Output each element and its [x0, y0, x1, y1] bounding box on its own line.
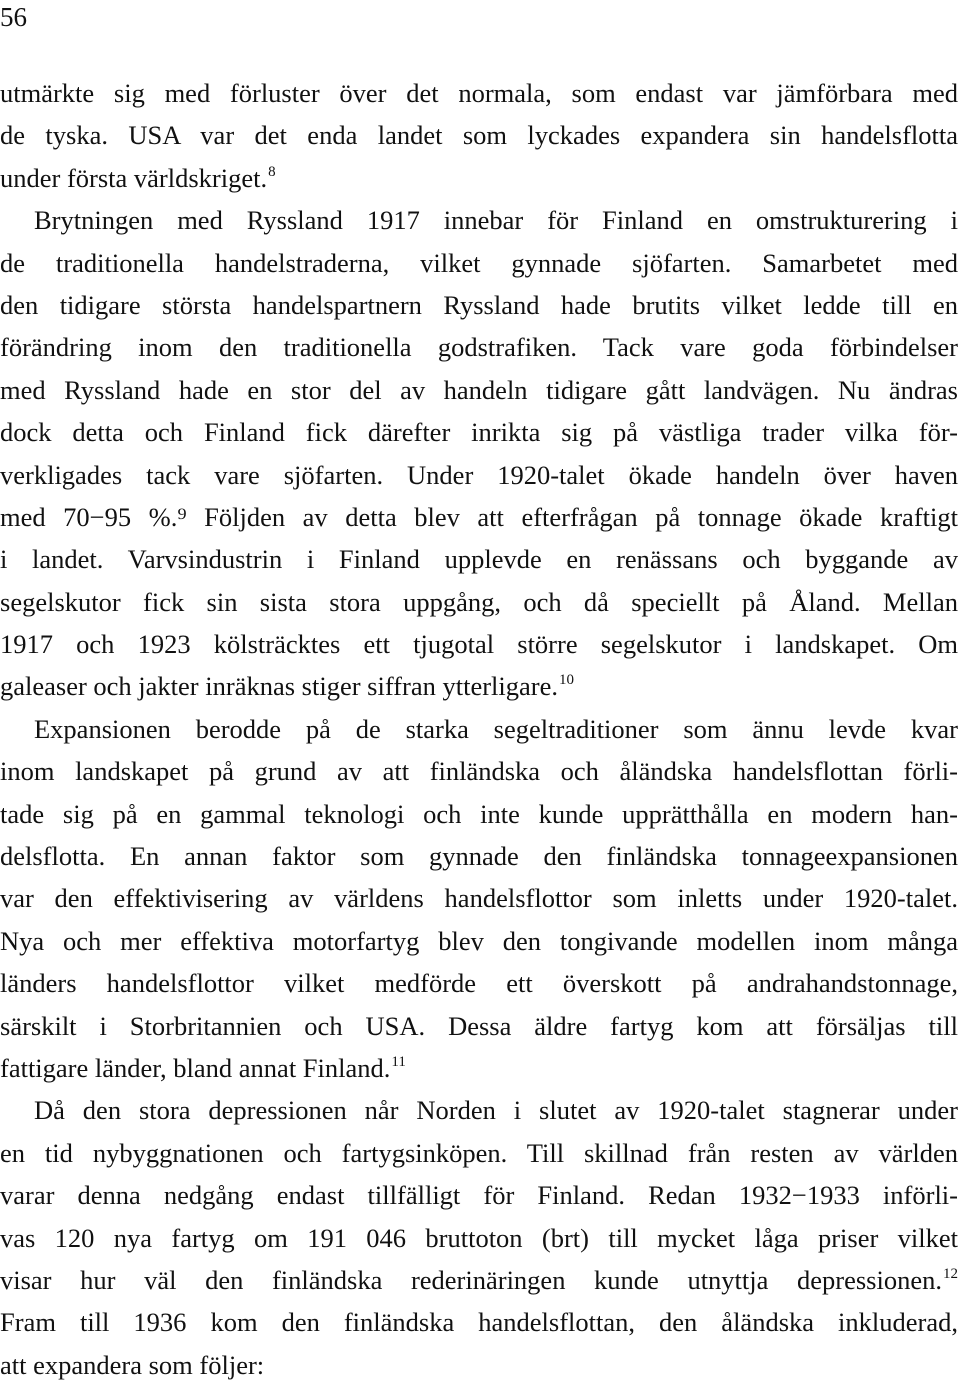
text-line	[0, 1005, 958, 1047]
text-line-content: galeaser och jakter inräknas stiger siffran ytterligare.	[0, 671, 558, 702]
text-line-content: fattigare länder, bland annat Finland.	[0, 1052, 391, 1083]
text-line	[0, 708, 958, 750]
text-line	[0, 454, 958, 496]
text-line	[0, 920, 958, 962]
text-line-content: vas 120 nya fartyg om 191 046 bruttoton (brt) till mycket låga priser vilket	[0, 1222, 958, 1253]
text-line-content: 1917 och 1923 kölsträcktes ett tjugotal större segelskutor i landskapet. Om	[0, 629, 958, 660]
text-line-content: att expandera som följer:	[0, 1349, 265, 1380]
text-line	[0, 581, 958, 623]
text-line	[0, 1301, 958, 1343]
body-text	[0, 72, 958, 1386]
text-line-content: visar hur väl den finländska rederinäringen kunde utnyttja depressionen.	[0, 1264, 942, 1295]
text-line-content: Då den stora depressionen når Norden i slutet av 1920-talet stagnerar under	[34, 1095, 958, 1126]
text-line-content: i landet. Varvsindustrin i Finland upplevde en renässans och byggande av	[0, 544, 958, 575]
text-line	[0, 793, 958, 835]
text-line	[0, 1174, 958, 1216]
text-line-content: utmärkte sig med förluster över det normala, som endast var jämförbara med	[0, 78, 958, 108]
text-line-content: Brytningen med Ryssland 1917 innebar för Finland en omstrukturering i	[34, 205, 958, 236]
text-line-content: länders handelsflottor vilket medförde ett överskott på andrahandstonnage,	[0, 968, 958, 999]
text-line-content: under första världskriget.	[0, 162, 268, 193]
text-line-content: den tidigare största handelspartnern Ryssland hade brutits vilket ledde till en	[0, 289, 958, 320]
text-line-content: var den effektivisering av världens handelsflottor som inletts under 1920-talet.	[0, 883, 958, 914]
text-line-content: varar denna nedgång endast tillfälligt för Finland. Redan 1932−1933 införli-	[0, 1180, 958, 1211]
text-line	[0, 284, 958, 326]
text-line-content: dock detta och Finland fick därefter inrikta sig på västliga trader vilka för-	[0, 417, 958, 448]
text-line-content: Fram till 1936 kom den finländska handelsflottan, den åländska inkluderad,	[0, 1307, 958, 1338]
page-number: 56	[0, 2, 27, 32]
text-line-content: en tid nybyggnationen och fartygsinköpen. Till skillnad från resten av världen	[0, 1137, 958, 1168]
text-line	[0, 538, 958, 580]
text-line	[0, 623, 958, 665]
footnote-marker: 10	[558, 672, 574, 689]
text-line-content: särskilt i Storbritannien och USA. Dessa äldre fartyg kom att försäljas till	[0, 1010, 958, 1041]
text-line	[0, 72, 958, 114]
text-line-content: Expansionen berodde på de starka segeltraditioner som ännu levde kvar	[34, 713, 958, 744]
text-line	[0, 1344, 958, 1386]
text-line-content: med 70−95 %.⁹ Följden av detta blev att efterfrågan på tonnage ökade kraftigt	[0, 501, 958, 532]
text-line-content: förändring inom den traditionella godstrafiken. Tack vare goda förbindelser	[0, 332, 958, 363]
text-line	[0, 411, 958, 453]
text-line-content: delsflotta. En annan faktor som gynnade den finländska tonnageexpansionen	[0, 841, 958, 872]
text-line	[0, 877, 958, 919]
footnote-marker: 11	[391, 1053, 406, 1070]
text-line	[0, 835, 958, 877]
text-line	[0, 1089, 958, 1131]
text-line-content: de tyska. USA var det enda landet som lyckades expandera sin handelsflotta	[0, 120, 958, 151]
text-line	[0, 199, 958, 241]
text-line	[0, 242, 958, 284]
text-line	[0, 1132, 958, 1174]
text-line-content: inom landskapet på grund av att finländska och åländska handelsflottan förli-	[0, 756, 958, 787]
text-line-content: de traditionella handelstraderna, vilket gynnade sjöfarten. Samarbetet med	[0, 247, 958, 278]
text-line	[0, 326, 958, 368]
footnote-marker: 8	[268, 163, 276, 180]
text-line	[0, 1047, 958, 1089]
text-line-content: segelskutor fick sin sista stora uppgång, och då speciellt på Åland. Mellan	[0, 586, 958, 617]
text-line-content: med Ryssland hade en stor del av handeln tidigare gått landvägen. Nu ändras	[0, 374, 958, 405]
text-line	[0, 496, 958, 538]
text-line	[0, 114, 958, 156]
text-line	[0, 1217, 958, 1259]
text-line-content: verkligades tack vare sjöfarten. Under 1920-talet ökade handeln över haven	[0, 459, 958, 490]
text-line-content: Nya och mer effektiva motorfartyg blev den tongivande modellen inom många	[0, 925, 958, 956]
text-line	[0, 665, 958, 707]
text-line-content: tade sig på en gammal teknologi och inte kunde upprätthålla en modern han-	[0, 798, 958, 829]
text-line	[0, 750, 958, 792]
text-line	[0, 962, 958, 1004]
text-line	[0, 157, 958, 199]
footnote-marker: 12	[943, 1265, 958, 1282]
text-line	[0, 1259, 958, 1301]
text-line	[0, 369, 958, 411]
